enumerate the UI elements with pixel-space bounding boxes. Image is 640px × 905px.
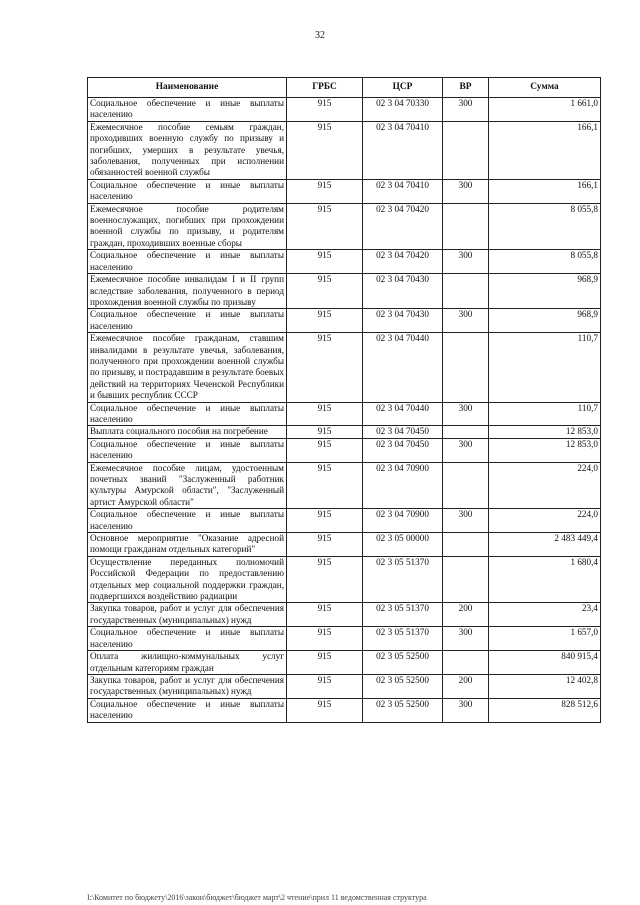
cell-name: Социальное обеспечение и иные выплаты населению — [88, 98, 287, 122]
cell-sum: 828 512,6 — [489, 698, 601, 722]
table-row — [88, 121, 601, 179]
cell-grbs: 915 — [287, 179, 363, 203]
cell-csr: 02 3 04 70440 — [363, 402, 443, 426]
cell-name: Ежемесячное пособие семьям граждан, проходивших военную службу по призыву и погибших, умерших в результате увечья, заболевания, полученных при исполнении обязанностей военной службы — [88, 121, 287, 179]
cell-name: Оплата жилищно-коммунальных услуг отдельным категориям граждан — [88, 651, 287, 675]
table-row — [88, 179, 601, 203]
cell-grbs: 915 — [287, 438, 363, 462]
cell-vr: 300 — [443, 179, 489, 203]
cell-sum: 840 915,4 — [489, 651, 601, 675]
table-row — [88, 698, 601, 722]
table-header-row — [88, 78, 601, 98]
cell-vr: 300 — [443, 309, 489, 333]
cell-name: Ежемесячное пособие родителям военнослужащих, погибших при прохождении военной службы по призыву, и родителям граждан, проходивших военные сборы — [88, 203, 287, 250]
table-row — [88, 98, 601, 122]
cell-sum: 224,0 — [489, 462, 601, 509]
cell-csr: 02 3 04 70330 — [363, 98, 443, 122]
table-row — [88, 309, 601, 333]
cell-vr: 300 — [443, 627, 489, 651]
cell-grbs: 915 — [287, 309, 363, 333]
cell-vr — [443, 274, 489, 309]
budget-table-container — [87, 77, 600, 723]
cell-csr: 02 3 05 52500 — [363, 674, 443, 698]
table-row — [88, 651, 601, 675]
table-row — [88, 426, 601, 438]
cell-name: Социальное обеспечение и иные выплаты населению — [88, 402, 287, 426]
cell-vr — [443, 651, 489, 675]
cell-sum: 2 483 449,4 — [489, 533, 601, 557]
cell-csr: 02 3 05 00000 — [363, 533, 443, 557]
cell-grbs: 915 — [287, 651, 363, 675]
cell-vr: 300 — [443, 509, 489, 533]
cell-name: Основное мероприятие "Оказание адресной помощи гражданам отдельных категорий" — [88, 533, 287, 557]
table-row — [88, 603, 601, 627]
cell-csr: 02 3 04 70900 — [363, 509, 443, 533]
table-row — [88, 333, 601, 402]
cell-csr: 02 3 04 70900 — [363, 462, 443, 509]
cell-name: Социальное обеспечение и иные выплаты населению — [88, 438, 287, 462]
cell-grbs: 915 — [287, 533, 363, 557]
cell-sum: 166,1 — [489, 179, 601, 203]
cell-sum: 968,9 — [489, 309, 601, 333]
cell-grbs: 915 — [287, 509, 363, 533]
cell-grbs: 915 — [287, 426, 363, 438]
cell-name: Закупка товаров, работ и услуг для обеспечения государственных (муниципальных) нужд — [88, 603, 287, 627]
cell-name: Закупка товаров, работ и услуг для обеспечения государственных (муниципальных) нужд — [88, 674, 287, 698]
cell-sum: 110,7 — [489, 402, 601, 426]
cell-grbs: 915 — [287, 603, 363, 627]
header-sum: Сумма — [489, 78, 601, 98]
cell-name: Ежемесячное пособие лицам, удостоенным почетных званий "Заслуженный работник культуры Амурской области", "Заслуженный артист Амурской области" — [88, 462, 287, 509]
table-row — [88, 556, 601, 603]
table-row — [88, 627, 601, 651]
cell-csr: 02 3 05 52500 — [363, 651, 443, 675]
cell-sum: 166,1 — [489, 121, 601, 179]
cell-csr: 02 3 04 70420 — [363, 250, 443, 274]
header-vr: ВР — [443, 78, 489, 98]
cell-vr — [443, 556, 489, 603]
cell-csr: 02 3 05 51370 — [363, 556, 443, 603]
cell-sum: 1 680,4 — [489, 556, 601, 603]
table-body — [88, 98, 601, 723]
cell-grbs: 915 — [287, 98, 363, 122]
header-grbs: ГРБС — [287, 78, 363, 98]
table-row — [88, 438, 601, 462]
cell-csr: 02 3 04 70430 — [363, 309, 443, 333]
header-csr: ЦСР — [363, 78, 443, 98]
cell-grbs: 915 — [287, 698, 363, 722]
cell-csr: 02 3 05 51370 — [363, 627, 443, 651]
table-row — [88, 274, 601, 309]
cell-name: Осуществление переданных полномочий Российской Федерации по предоставлению отдельных мер социальной поддержки граждан, подвергшихся воздействию радиации — [88, 556, 287, 603]
cell-vr: 300 — [443, 698, 489, 722]
cell-vr: 300 — [443, 402, 489, 426]
cell-sum: 12 853,0 — [489, 438, 601, 462]
cell-vr — [443, 333, 489, 402]
cell-sum: 8 055,8 — [489, 250, 601, 274]
table-row — [88, 674, 601, 698]
cell-csr: 02 3 04 70450 — [363, 426, 443, 438]
budget-table — [87, 77, 601, 723]
cell-grbs: 915 — [287, 274, 363, 309]
cell-grbs: 915 — [287, 333, 363, 402]
cell-csr: 02 3 05 51370 — [363, 603, 443, 627]
header-name: Наименование — [88, 78, 287, 98]
cell-grbs: 915 — [287, 121, 363, 179]
cell-csr: 02 3 04 70410 — [363, 121, 443, 179]
cell-sum: 968,9 — [489, 274, 601, 309]
table-row — [88, 250, 601, 274]
page-number: 32 — [315, 30, 325, 41]
cell-sum: 224,0 — [489, 509, 601, 533]
cell-csr: 02 3 04 70450 — [363, 438, 443, 462]
cell-name: Социальное обеспечение и иные выплаты населению — [88, 627, 287, 651]
cell-sum: 110,7 — [489, 333, 601, 402]
cell-grbs: 915 — [287, 250, 363, 274]
table-row — [88, 509, 601, 533]
cell-name: Ежемесячное пособие гражданам, ставшим инвалидами в результате увечья, заболевания, полученного при прохождении военной службы по призыву, и пострадавшим в результате боевых действий на территориях Чеченской Республики и бывших республик СССР — [88, 333, 287, 402]
cell-grbs: 915 — [287, 203, 363, 250]
cell-sum: 8 055,8 — [489, 203, 601, 250]
cell-vr: 200 — [443, 674, 489, 698]
cell-vr — [443, 462, 489, 509]
table-row — [88, 402, 601, 426]
cell-vr: 300 — [443, 98, 489, 122]
cell-csr: 02 3 05 52500 — [363, 698, 443, 722]
cell-grbs: 915 — [287, 674, 363, 698]
cell-grbs: 915 — [287, 627, 363, 651]
footer-file-path: I:\Комитет по бюджету\2016\закон\бюджет\бюджет март\2 чтение\прил 11 ведомственная структура — [87, 893, 427, 902]
cell-name: Социальное обеспечение и иные выплаты населению — [88, 179, 287, 203]
cell-vr: 300 — [443, 250, 489, 274]
cell-vr — [443, 426, 489, 438]
cell-name: Социальное обеспечение и иные выплаты населению — [88, 309, 287, 333]
cell-csr: 02 3 04 70440 — [363, 333, 443, 402]
cell-grbs: 915 — [287, 462, 363, 509]
cell-sum: 1 661,0 — [489, 98, 601, 122]
cell-name: Социальное обеспечение и иные выплаты населению — [88, 250, 287, 274]
table-row — [88, 462, 601, 509]
cell-vr — [443, 533, 489, 557]
table-row — [88, 533, 601, 557]
cell-sum: 23,4 — [489, 603, 601, 627]
cell-sum: 12 853,0 — [489, 426, 601, 438]
cell-name: Социальное обеспечение и иные выплаты населению — [88, 698, 287, 722]
cell-csr: 02 3 04 70430 — [363, 274, 443, 309]
table-row — [88, 203, 601, 250]
cell-grbs: 915 — [287, 556, 363, 603]
cell-name: Выплата социального пособия на погребение — [88, 426, 287, 438]
cell-csr: 02 3 04 70420 — [363, 203, 443, 250]
cell-grbs: 915 — [287, 402, 363, 426]
cell-vr — [443, 121, 489, 179]
cell-vr: 200 — [443, 603, 489, 627]
cell-vr — [443, 203, 489, 250]
cell-name: Ежемесячное пособие инвалидам I и II групп вследствие заболевания, полученного в период прохождения военной службы по призыву — [88, 274, 287, 309]
cell-csr: 02 3 04 70410 — [363, 179, 443, 203]
cell-sum: 12 402,8 — [489, 674, 601, 698]
cell-vr: 300 — [443, 438, 489, 462]
cell-sum: 1 657,0 — [489, 627, 601, 651]
cell-name: Социальное обеспечение и иные выплаты населению — [88, 509, 287, 533]
